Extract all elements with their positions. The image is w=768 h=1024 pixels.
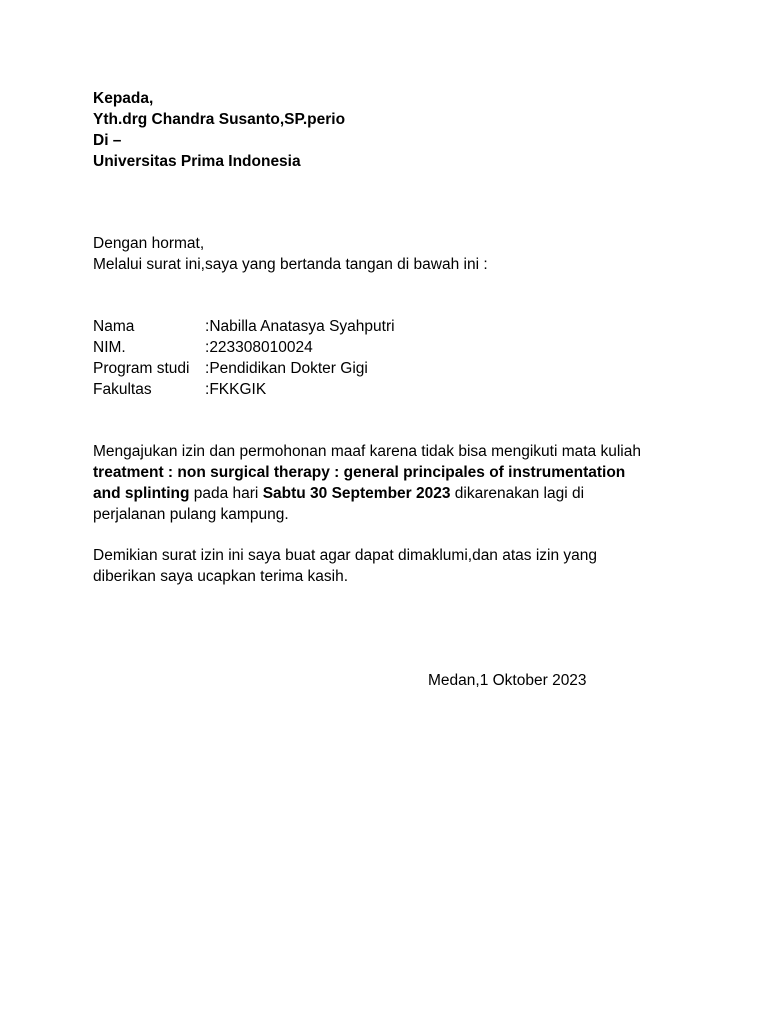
greeting-block xyxy=(93,233,488,275)
identity-value: 223308010024 xyxy=(209,339,313,356)
identity-value: FKKGIK xyxy=(209,381,267,398)
closing-paragraph xyxy=(93,545,653,587)
identity-row-name xyxy=(93,316,395,337)
identity-block xyxy=(93,316,395,400)
identity-separator: : xyxy=(205,381,210,398)
greeting-intro: Melalui surat ini,saya yang bertanda tangan di bawah ini : xyxy=(93,256,488,273)
request-text-intro: Mengajukan izin dan permohonan maaf karena tidak bisa mengikuti mata kuliah xyxy=(93,443,641,460)
identity-label: NIM. xyxy=(93,339,126,356)
request-text xyxy=(93,441,653,525)
identity-label: Fakultas xyxy=(93,381,152,398)
identity-separator: : xyxy=(205,360,210,377)
absence-date: Sabtu 30 September 2023 xyxy=(262,485,451,502)
course-title: treatment : non surgical therapy : general principales of instrumentation and splinting xyxy=(93,464,626,502)
identity-row-faculty xyxy=(93,379,395,400)
identity-label: Nama xyxy=(93,318,135,335)
identity-separator: : xyxy=(205,339,210,356)
addressee-name: Yth.drg Chandra Susanto,SP.perio xyxy=(93,111,346,128)
request-text-day: pada hari xyxy=(189,485,263,502)
place-date: Medan,1 Oktober 2023 xyxy=(428,672,587,689)
identity-separator: : xyxy=(205,318,210,335)
identity-label: Program studi xyxy=(93,360,190,377)
identity-row-program xyxy=(93,358,395,379)
addressee-location-prefix: Di – xyxy=(93,132,122,149)
addressee-institution: Universitas Prima Indonesia xyxy=(93,153,301,170)
identity-row-nim xyxy=(93,337,395,358)
identity-value: Nabilla Anatasya Syahputri xyxy=(209,318,395,335)
greeting-opening: Dengan hormat, xyxy=(93,235,205,252)
identity-value: Pendidikan Dokter Gigi xyxy=(209,360,368,377)
request-paragraph xyxy=(93,441,653,525)
closing-text: Demikian surat izin ini saya buat agar dapat dimaklumi,dan atas izin yang diberikan saya ucapkan terima kasih. xyxy=(93,547,598,585)
addressee-salutation: Kepada, xyxy=(93,90,154,107)
addressee-block xyxy=(93,88,345,172)
request-text-reason: dikarenakan lagi di perjalanan pulang kampung. xyxy=(93,485,585,523)
